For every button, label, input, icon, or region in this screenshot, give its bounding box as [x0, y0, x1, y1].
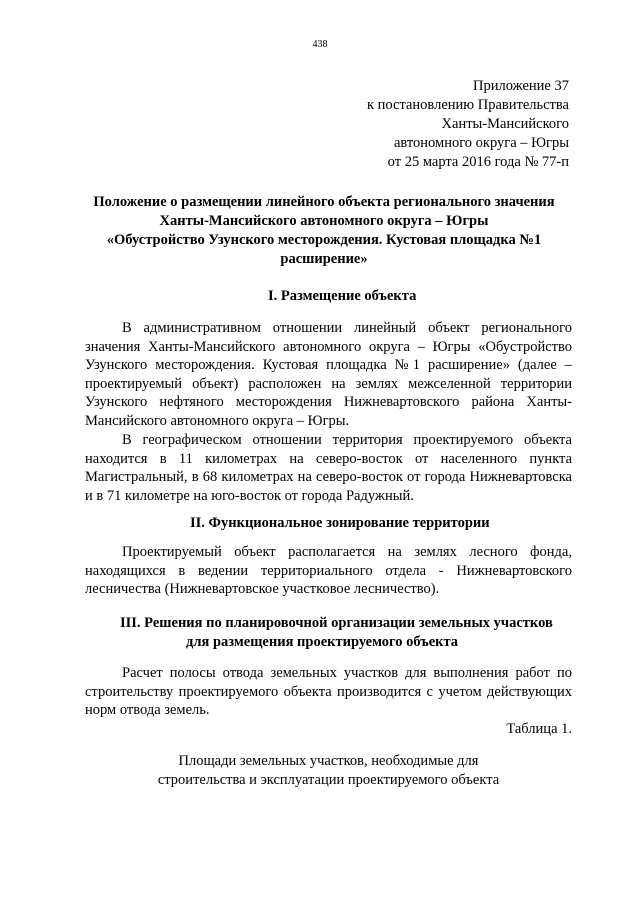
- title-line: Ханты-Мансийского автономного округа – Югры: [159, 213, 489, 229]
- section-2-heading: II. Функциональное зонирование территории: [190, 515, 490, 531]
- appendix-line: Ханты-Мансийского: [441, 116, 569, 132]
- page-number: 438: [312, 39, 328, 50]
- appendix-line: Приложение 37: [473, 78, 569, 94]
- appendix-line: автономного округа – Югры: [393, 135, 569, 151]
- document-title: [70, 193, 578, 269]
- section-3-heading: для размещения проектируемого объекта: [186, 634, 459, 650]
- section-3-paragraph: Расчет полосы отвода земельных участков для выполнения работ по строительству проектируемого объекта производится с учетом действующих норм отвода земель.: [85, 665, 572, 719]
- section-1-paragraph: В административном отношении линейный объект регионального значения Ханты-Мансийского автономного округа – Югры «Обустройство Узунского месторождения. Кустовая площадка №1 расширение» (далее – проектируемый объект) расположен на землях межселенной территории Узунского нефтяного месторождения Нижневартовского района Ханты-Мансийского автономного округа – Югры.: [85, 320, 572, 429]
- section-3-heading: III. Решения по планировочной организации земельных участков: [120, 615, 553, 631]
- section-2-paragraph: Проектируемый объект располагается на землях лесного фонда, находящихся в ведении территориального отдела - Нижневартовского лесничества (Нижневартовское участковое лесничество).: [85, 544, 572, 598]
- title-line: «Обустройство Узунского месторождения. Кустовая площадка №1: [106, 232, 542, 248]
- title-line: Положение о размещении линейного объекта регионального значения: [93, 194, 555, 210]
- appendix-block: [289, 77, 569, 172]
- section-1-paragraph: В географическом отношении территория проектируемого объекта находится в 11 километрах на северо-восток от населенного пункта Магистральный, в 68 километрах на северо-восток от города Нижневартовска и в 71 километре на юго-восток от города Радужный.: [85, 432, 572, 504]
- table-caption-line: строительства и эксплуатации проектируемого объекта: [157, 772, 500, 788]
- table-caption-line: Площади земельных участков, необходимые для: [178, 753, 479, 769]
- title-line: расширение»: [280, 251, 368, 267]
- appendix-line: к постановлению Правительства: [367, 97, 569, 113]
- table-caption: [85, 752, 572, 790]
- table-label: Таблица 1.: [506, 721, 572, 737]
- section-1-heading: I. Размещение объекта: [268, 288, 417, 304]
- appendix-line: от 25 марта 2016 года № 77-п: [387, 154, 569, 170]
